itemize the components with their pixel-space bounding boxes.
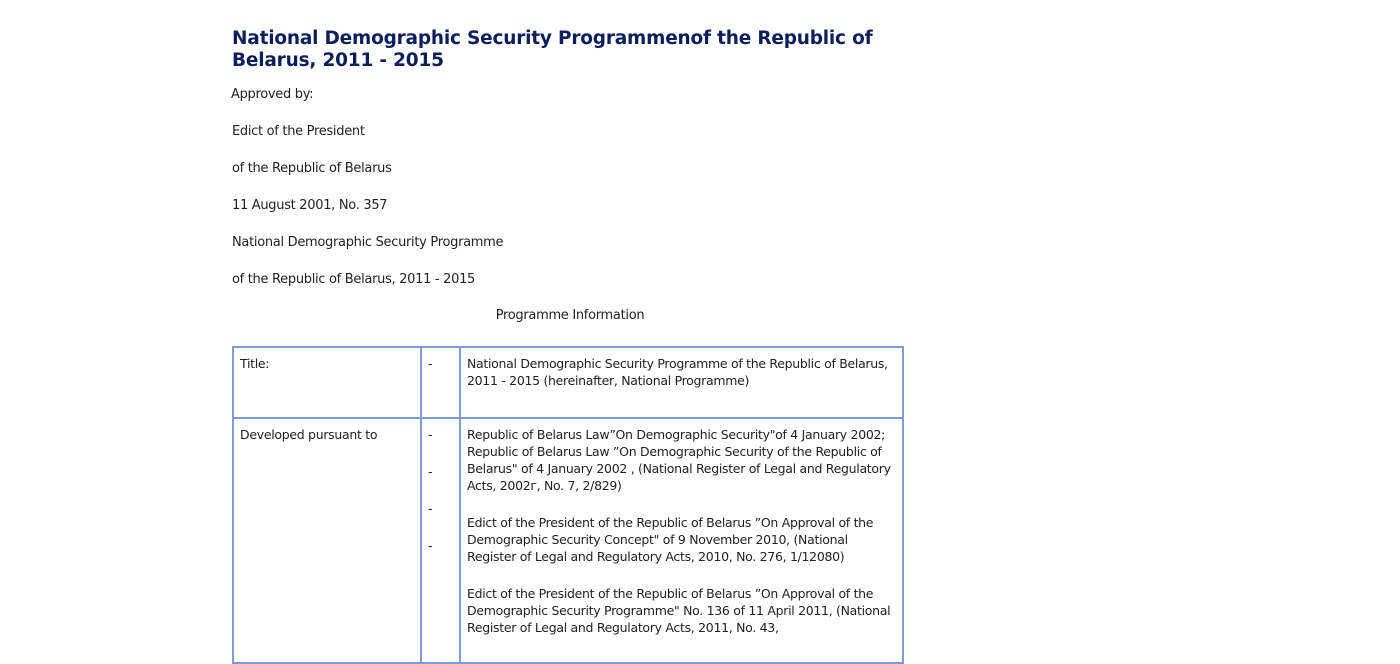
row-label: Developed pursuant to	[233, 418, 421, 663]
row-dash: -	[428, 501, 433, 516]
legal-basis-item: Edict of the President of the Republic of Belarus ”On Approval of the Demographic Security Concept" of 9 November 2010, (National Register of Legal and Regulatory Acts, 2010, No. 276, 1/12080)	[467, 515, 874, 564]
row-dash: -	[421, 347, 460, 418]
legal-basis-item: Edict of the President of the Republic of Belarus ”On Approval of the Demographic Security Programme" No. 136 of 11 April 2011, (National Register of Legal and Regulatory Acts, 2011, No. 43,	[467, 586, 891, 635]
row-dash: -	[428, 427, 433, 442]
approval-line: Approved by:	[231, 87, 314, 102]
approval-line: of the Republic of Belarus	[232, 161, 392, 176]
page-title: National Demographic Security Programmenof the Republic of Belarus, 2011 - 2015	[232, 28, 873, 71]
approval-line: of the Republic of Belarus, 2011 - 2015	[232, 272, 476, 287]
row-content: National Demographic Security Programme of the Republic of Belarus, 2011 - 2015 (hereinafter, National Programme)	[460, 347, 903, 418]
table-row	[233, 418, 903, 663]
row-content	[460, 418, 903, 663]
document-page	[231, 28, 904, 635]
legal-basis-item: Republic of Belarus Law”On Demographic Security"of 4 January 2002; Republic of Belarus Law ”On Demographic Security of the Republic of Belarus" of 4 January 2002 , (National Register of Legal and Regulatory Acts, 2002г, No. 7, 2/829)	[467, 427, 891, 493]
approval-line: 11 August 2001, No. 357	[232, 198, 388, 213]
row-dash: -	[428, 538, 433, 553]
row-dashes	[421, 418, 460, 663]
table-row	[233, 347, 903, 418]
programme-info-table	[232, 346, 904, 664]
row-label: Title:	[233, 347, 421, 418]
approval-block	[232, 86, 904, 288]
approval-line: Edict of the President	[232, 124, 365, 139]
approval-line: National Demographic Security Programme	[232, 235, 504, 250]
row-dash: -	[428, 464, 433, 479]
section-heading: Programme Information	[495, 308, 645, 323]
